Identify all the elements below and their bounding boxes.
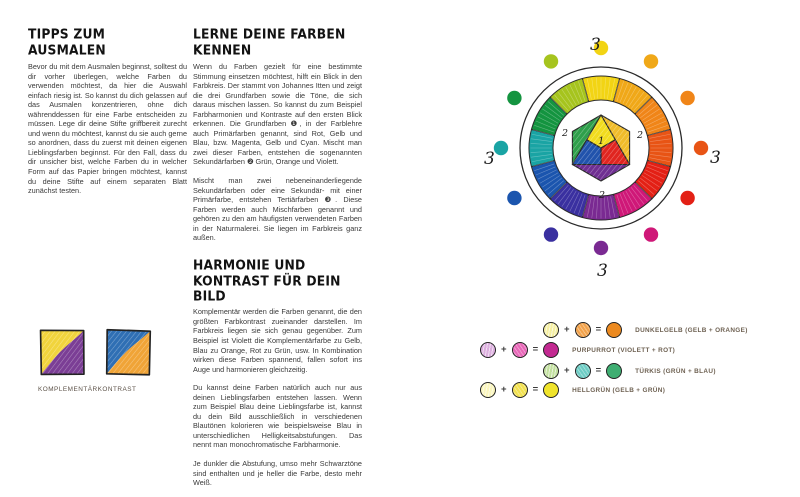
color-dot <box>544 227 558 241</box>
plus-sign: + <box>501 384 507 396</box>
color-dot <box>694 141 708 155</box>
color-dot <box>644 227 658 241</box>
label-tertiary-3-left: 3 <box>484 149 495 169</box>
swatch-blau-orange <box>104 327 154 379</box>
mix-input-circle-1 <box>543 363 559 379</box>
heading-harmonie-kontrast: HARMONIE UND KONTRAST FÜR DEIN BILD <box>193 257 341 304</box>
swatch-gelb-violett <box>38 327 88 379</box>
mix-result-circle <box>543 342 559 358</box>
body-text-harmonie-3: Je dunkler die Abstufung, umso mehr Schwarztöne sind enthalten und je heller die Farbe, desto mehr Weiß. <box>193 459 362 488</box>
mix-input-circle-1 <box>543 322 559 338</box>
mix-input-circle-1 <box>480 342 496 358</box>
color-dot <box>507 91 521 105</box>
mix-label: HELLGRÜN (GELB + GRÜN) <box>572 386 666 394</box>
mix-label: TÜRKIS (GRÜN + BLAU) <box>635 367 716 375</box>
heading-tipps-zum-ausmalen: TIPPS ZUM AUSMALEN <box>28 27 106 58</box>
mix-row-dunkelgelb <box>543 322 748 339</box>
label-secondary-2-left: 2 <box>562 128 569 139</box>
color-wheel-figure <box>460 8 752 300</box>
color-wheel-svg <box>460 8 752 300</box>
mix-result-circle <box>543 382 559 398</box>
mix-row-tuerkis <box>543 363 716 380</box>
color-dot <box>644 54 658 68</box>
color-dot <box>494 141 508 155</box>
body-text-farben-2: Mischt man zwei nebeneinanderliegende Sekundärfarben oder eine Sekundär- mit einer Primärfarbe, entstehen Tertiärfarben ❸. Diese Farben werden auch Mischfarben genannt und gehören zu den am häufigsten verwendeten Farben in der Naturmalerei. Sie liegen im Farbkreis ganz außen. <box>193 176 362 243</box>
plus-sign: + <box>564 365 570 377</box>
label-secondary-2-bottom: 2 <box>599 190 606 201</box>
hexagon-hatch-overlay <box>572 115 629 181</box>
swatch-hatch-overlay <box>41 330 85 375</box>
label-tertiary-3-right: 3 <box>710 148 721 168</box>
color-dot <box>680 191 694 205</box>
mix-row-purpurrot <box>480 342 675 359</box>
mix-input-circle-2 <box>575 363 591 379</box>
section-harmonie <box>193 258 362 488</box>
swatch-hatch-overlay <box>107 330 151 375</box>
mix-label: PURPURROT (VIOLETT + ROT) <box>572 346 676 354</box>
swatch-caption: KOMPLEMENTÄRKONTRAST <box>38 386 137 393</box>
color-dot <box>507 191 521 205</box>
label-tertiary-3-bottom: 3 <box>597 261 608 281</box>
plus-sign: + <box>501 344 507 356</box>
label-tertiary-3-top: 3 <box>590 35 601 55</box>
mix-row-hellgruen <box>480 382 665 399</box>
heading-lerne-deine-farben: LERNE DEINE FARBEN KENNEN <box>193 27 346 58</box>
mix-input-circle-2 <box>512 382 528 398</box>
equals-sign: = <box>532 344 539 356</box>
mix-result-circle <box>606 322 622 338</box>
mix-label: DUNKELGELB (GELB + ORANGE) <box>635 326 748 334</box>
middle-column <box>193 27 362 497</box>
plus-sign: + <box>564 324 570 336</box>
color-dot <box>544 54 558 68</box>
mix-result-circle <box>606 363 622 379</box>
left-column <box>28 27 187 205</box>
body-text-harmonie-2: Du kannst deine Farben natürlich auch nur aus deinen Lieblingsfarben entstehen lassen. Wenn zum Beispiel Blau deine Lieblingsfarbe ist, kannst du dein Bild ausschließlich in verschiedenen Blautönen kolorieren wie beispielsweise Blau in unterschiedlichen Helligkeitsabstufungen. Das nennt man monochromatische Farbharmonie. <box>193 383 362 450</box>
color-dot <box>680 91 694 105</box>
body-text-farben-1: Wenn du Farben gezielt für eine bestimmte Stimmung einsetzen möchtest, hilft ein Blick in den Farbkreis. Der stammt von Johannes Itten und zeigt die drei Grundfarben sowie die Töne, die sich daraus mischen lassen. So kannst du zum Beispiel Farbharmonien und Kontraste auf den ersten Blick erkennen. Die Grundfarben ❶, in der Farblehre auch Primärfarben genannt, sind Rot, Gelb und Blau, bzw. Magenta, Gelb und Cyan. Mischt man zwei dieser Farben, entstehen die sogenannten Sekundärfarben ❷ Grün, Orange und Violett. <box>193 62 362 167</box>
label-primary-1: 1 <box>598 136 605 147</box>
label-secondary-2-right: 2 <box>637 130 644 141</box>
mix-input-circle-2 <box>575 322 591 338</box>
mix-input-circle-1 <box>480 382 496 398</box>
komplementaerkontrast-figure <box>38 327 208 393</box>
body-text-harmonie-1: Komplementär werden die Farben genannt, die den größten Farbkontrast zueinander darstellen. Im Farbkreis liegen sie sich genau gegenüber. Zum Beispiel ist Violett die Komplementärfarbe zu Gelb, Blau zu Orange, Rot zu Grün, usw. In Kombination wirken diese Farben spannend, fallen sofort ins Auge und harmonieren gleichzeitig. <box>193 307 362 374</box>
color-dot <box>594 241 608 255</box>
mix-input-circle-2 <box>512 342 528 358</box>
equals-sign: = <box>595 365 602 377</box>
body-text-tipps: Bevor du mit dem Ausmalen beginnst, solltest du dir vorher überlegen, welche Farben du verwenden möchtest, da hier die Auswahl einfach riesig ist. So kannst du dich gelassen auf das Ausmalen konzentrieren, ohne dich währenddessen für eine Farbe entscheiden zu müssen. Lege dir deine Stifte griffbereit zurecht und wenn du möchtest, kannst du sie auch gerne so anordnen, dass du zuerst mit deinen eigenen Lieblingsfarben beginnst. Für den Fall, dass du dir unsicher bist, welche Farben du in welcher Form auf das Papier bringen möchtest, kannst du deine Stifte auf einem separaten Blatt zunächst testen. <box>28 62 188 196</box>
equals-sign: = <box>532 384 539 396</box>
equals-sign: = <box>595 324 602 336</box>
